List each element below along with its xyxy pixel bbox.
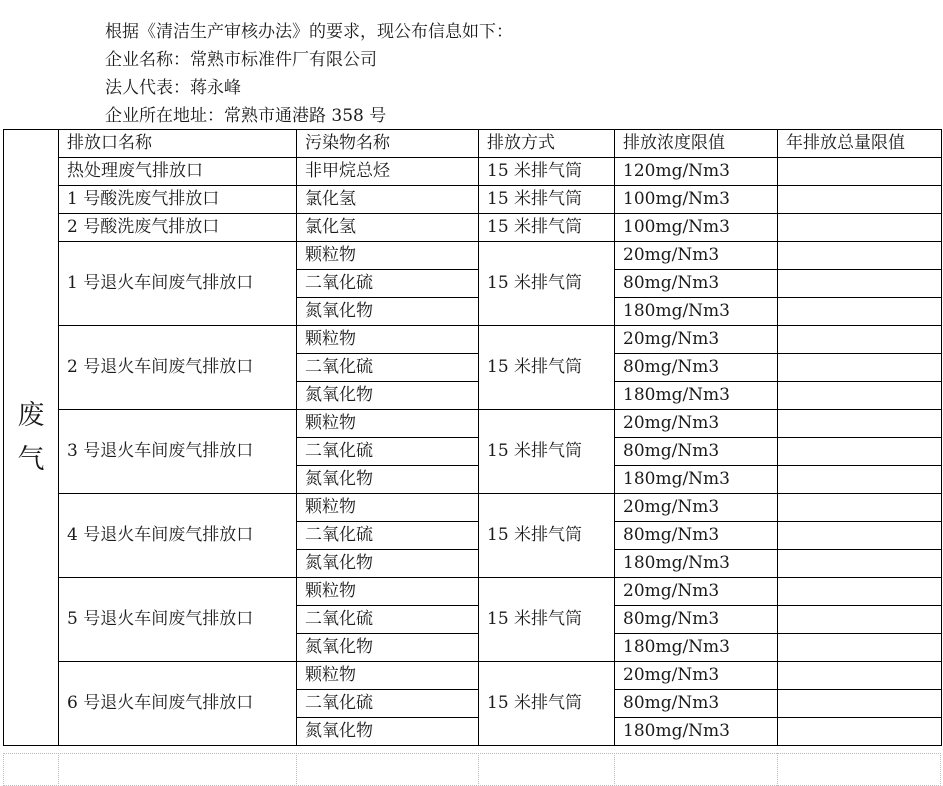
pollutant-name-cell: 非甲烷总烃 — [297, 158, 479, 186]
table-row — [4, 578, 942, 606]
discharge-method-cell: 15 米排气筒 — [479, 410, 615, 494]
concentration-limit-cell: 20mg/Nm3 — [615, 410, 778, 438]
table-row — [4, 662, 942, 690]
pollutant-name-cell: 氮氧化物 — [297, 634, 479, 662]
concentration-limit-cell: 20mg/Nm3 — [615, 242, 778, 270]
pollutant-name-cell: 氯化氢 — [297, 186, 479, 214]
pollutant-name-cell: 氯化氢 — [297, 214, 479, 242]
discharge-method-cell: 15 米排气筒 — [479, 578, 615, 662]
table-row — [4, 242, 942, 270]
concentration-limit-cell: 80mg/Nm3 — [615, 522, 778, 550]
pollutant-name-cell: 二氧化硫 — [297, 354, 479, 382]
annual-total-limit-cell — [778, 578, 942, 606]
annual-total-limit-cell — [778, 466, 942, 494]
pollutant-name-cell: 颗粒物 — [297, 326, 479, 354]
pollutant-name-cell: 氮氧化物 — [297, 298, 479, 326]
annual-total-limit-cell — [778, 606, 942, 634]
company-address-line: 企业所在地址：常熟市通港路 358 号 — [105, 106, 387, 126]
annual-total-limit-cell — [778, 186, 942, 214]
concentration-limit-cell: 120mg/Nm3 — [615, 158, 778, 186]
annual-total-limit-cell — [778, 522, 942, 550]
emission-limits-table — [3, 129, 942, 746]
pollutant-name-cell: 颗粒物 — [297, 242, 479, 270]
discharge-method-cell: 15 米排气筒 — [479, 662, 615, 746]
discharge-method-cell: 15 米排气筒 — [479, 242, 615, 326]
outlet-name-cell: 1 号酸洗废气排放口 — [59, 186, 297, 214]
annual-total-limit-cell — [778, 214, 942, 242]
concentration-limit-cell: 180mg/Nm3 — [615, 550, 778, 578]
annual-total-limit-cell — [778, 438, 942, 466]
pollutant-name-cell: 颗粒物 — [297, 662, 479, 690]
pollutant-name-cell: 氮氧化物 — [297, 382, 479, 410]
concentration-limit-cell: 180mg/Nm3 — [615, 466, 778, 494]
pollutant-name-cell: 二氧化硫 — [297, 690, 479, 718]
table-header-row — [4, 130, 942, 158]
annual-total-limit-cell — [778, 298, 942, 326]
concentration-limit-cell: 180mg/Nm3 — [615, 718, 778, 746]
outlet-name-cell: 6 号退火车间废气排放口 — [59, 662, 297, 746]
header-pollutant-name: 污染物名称 — [297, 130, 479, 158]
pollutant-name-cell: 颗粒物 — [297, 410, 479, 438]
intro-line: 根据《清洁生产审核办法》的要求，现公布信息如下： — [105, 22, 513, 42]
discharge-method-cell: 15 米排气筒 — [479, 214, 615, 242]
pollutant-name-cell: 二氧化硫 — [297, 270, 479, 298]
pollutant-name-cell: 氮氧化物 — [297, 718, 479, 746]
concentration-limit-cell: 20mg/Nm3 — [615, 326, 778, 354]
header-discharge-method: 排放方式 — [479, 130, 615, 158]
pollutant-name-cell: 颗粒物 — [297, 578, 479, 606]
annual-total-limit-cell — [778, 494, 942, 522]
table-row — [4, 158, 942, 186]
pollutant-name-cell: 二氧化硫 — [297, 522, 479, 550]
annual-total-limit-cell — [778, 718, 942, 746]
concentration-limit-cell: 80mg/Nm3 — [615, 438, 778, 466]
annual-total-limit-cell — [778, 662, 942, 690]
annual-total-limit-cell — [778, 634, 942, 662]
annual-total-limit-cell — [778, 270, 942, 298]
company-name-line: 企业名称：常熟市标准件厂有限公司 — [105, 50, 377, 70]
annual-total-limit-cell — [778, 158, 942, 186]
pollutant-name-cell: 二氧化硫 — [297, 606, 479, 634]
concentration-limit-cell: 80mg/Nm3 — [615, 270, 778, 298]
concentration-limit-cell: 20mg/Nm3 — [615, 494, 778, 522]
pollutant-name-cell: 氮氧化物 — [297, 550, 479, 578]
pollutant-name-cell: 颗粒物 — [297, 494, 479, 522]
annual-total-limit-cell — [778, 242, 942, 270]
outlet-name-cell: 4 号退火车间废气排放口 — [59, 494, 297, 578]
pollutant-name-cell: 氮氧化物 — [297, 466, 479, 494]
concentration-limit-cell: 20mg/Nm3 — [615, 578, 778, 606]
annual-total-limit-cell — [778, 410, 942, 438]
header-concentration-limit: 排放浓度限值 — [615, 130, 778, 158]
table-row — [4, 326, 942, 354]
concentration-limit-cell: 100mg/Nm3 — [615, 214, 778, 242]
empty-dotted-row — [3, 753, 941, 786]
discharge-method-cell: 15 米排气筒 — [479, 494, 615, 578]
pollutant-name-cell: 二氧化硫 — [297, 438, 479, 466]
outlet-name-cell: 1 号退火车间废气排放口 — [59, 242, 297, 326]
category-cell — [4, 130, 59, 746]
legal-representative-line: 法人代表：蒋永峰 — [105, 78, 241, 98]
concentration-limit-cell: 80mg/Nm3 — [615, 690, 778, 718]
discharge-method-cell: 15 米排气筒 — [479, 326, 615, 410]
outlet-name-cell: 热处理废气排放口 — [59, 158, 297, 186]
table-row — [4, 494, 942, 522]
concentration-limit-cell: 180mg/Nm3 — [615, 298, 778, 326]
outlet-name-cell: 5 号退火车间废气排放口 — [59, 578, 297, 662]
annual-total-limit-cell — [778, 382, 942, 410]
annual-total-limit-cell — [778, 354, 942, 382]
outlet-name-cell: 2 号退火车间废气排放口 — [59, 326, 297, 410]
concentration-limit-cell: 20mg/Nm3 — [615, 662, 778, 690]
discharge-method-cell: 15 米排气筒 — [479, 186, 615, 214]
table-row — [4, 214, 942, 242]
table-row — [4, 186, 942, 214]
annual-total-limit-cell — [778, 326, 942, 354]
concentration-limit-cell: 180mg/Nm3 — [615, 382, 778, 410]
concentration-limit-cell: 100mg/Nm3 — [615, 186, 778, 214]
concentration-limit-cell: 80mg/Nm3 — [615, 354, 778, 382]
header-outlet-name: 排放口名称 — [59, 130, 297, 158]
header-annual-total-limit: 年排放总量限值 — [778, 130, 942, 158]
concentration-limit-cell: 180mg/Nm3 — [615, 634, 778, 662]
category-label: 废气 — [17, 399, 45, 475]
table-row — [4, 410, 942, 438]
discharge-method-cell: 15 米排气筒 — [479, 158, 615, 186]
concentration-limit-cell: 80mg/Nm3 — [615, 606, 778, 634]
annual-total-limit-cell — [778, 690, 942, 718]
outlet-name-cell: 3 号退火车间废气排放口 — [59, 410, 297, 494]
annual-total-limit-cell — [778, 550, 942, 578]
outlet-name-cell: 2 号酸洗废气排放口 — [59, 214, 297, 242]
